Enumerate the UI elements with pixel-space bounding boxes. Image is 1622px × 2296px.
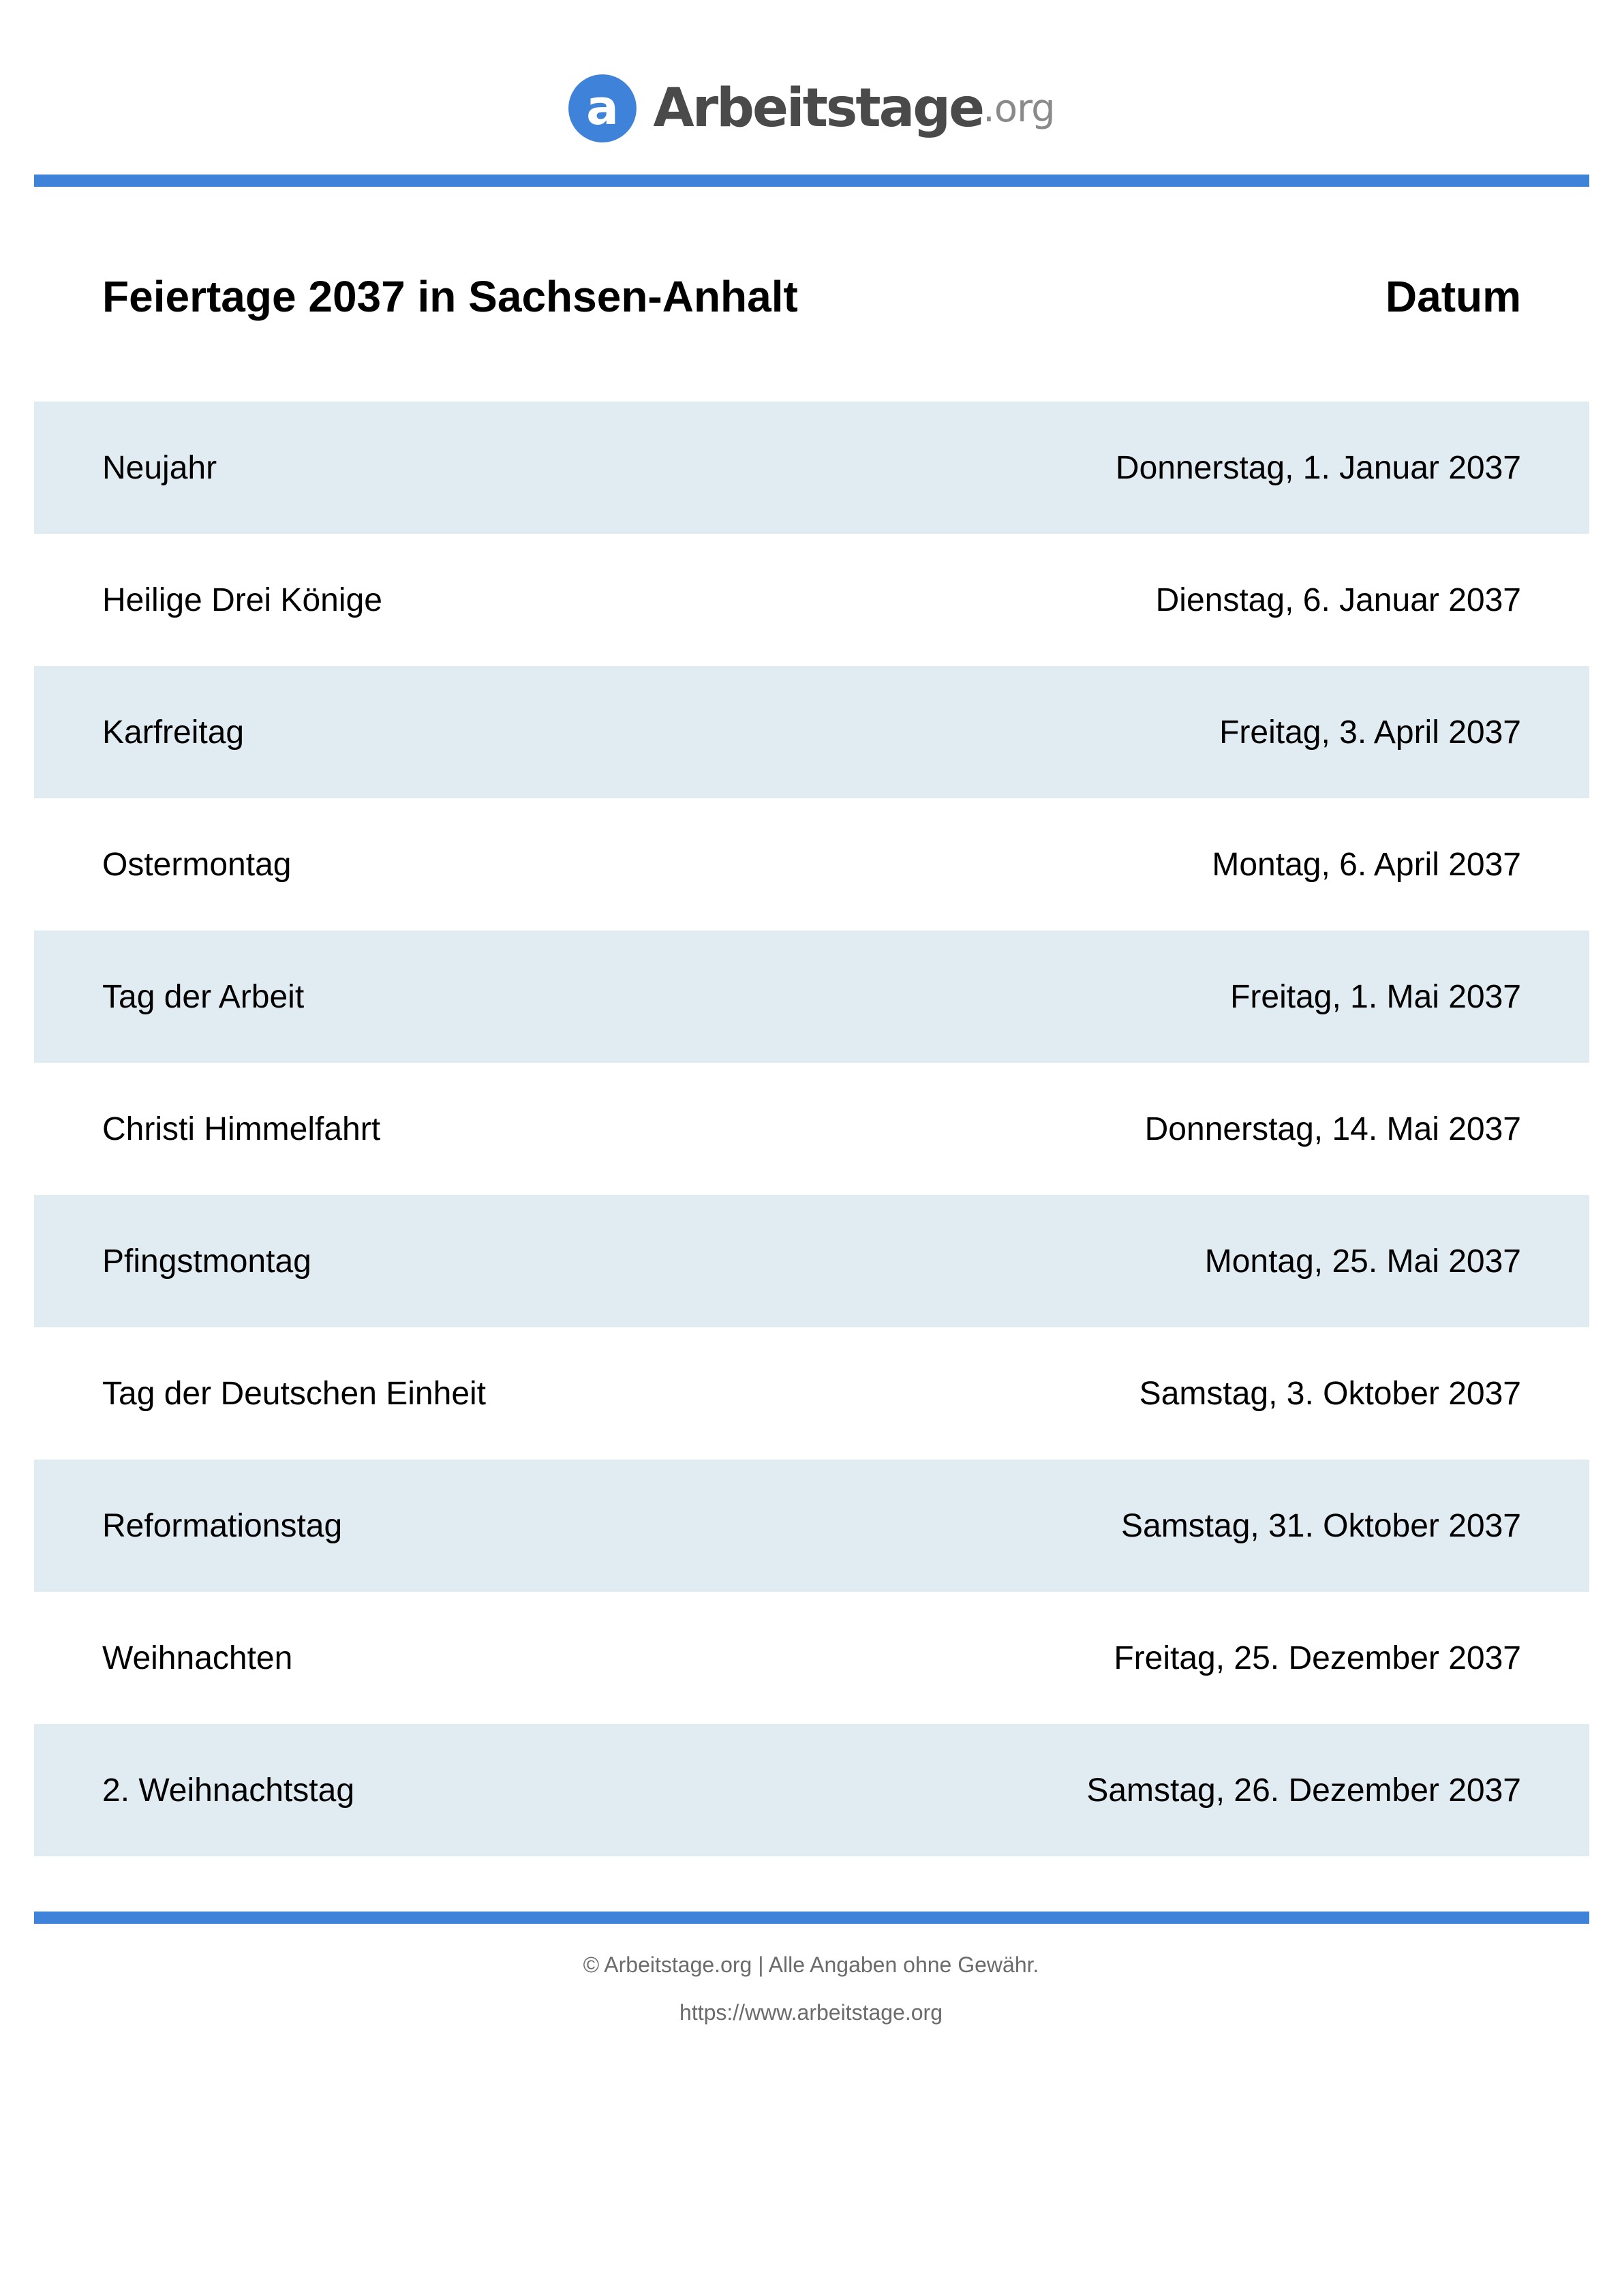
holiday-date: Freitag, 3. April 2037 bbox=[1219, 714, 1521, 751]
table-row bbox=[34, 1592, 1589, 1724]
holiday-name: Weihnachten bbox=[102, 1640, 293, 1676]
table-row bbox=[34, 798, 1589, 931]
table-row bbox=[34, 534, 1589, 666]
logo-name: Arbeitstage bbox=[653, 78, 983, 139]
holiday-name: Pfingstmontag bbox=[102, 1243, 311, 1280]
holiday-name: Heilige Drei Könige bbox=[102, 581, 382, 618]
holiday-date: Montag, 6. April 2037 bbox=[1212, 846, 1521, 883]
holiday-date: Donnerstag, 1. Januar 2037 bbox=[1115, 449, 1521, 486]
footer-copyright: © Arbeitstage.org | Alle Angaben ohne Gewähr. bbox=[583, 1952, 1039, 1977]
table-row bbox=[34, 1327, 1589, 1460]
table-row bbox=[34, 402, 1589, 534]
holiday-name: Christi Himmelfahrt bbox=[102, 1111, 381, 1147]
holiday-date: Montag, 25. Mai 2037 bbox=[1204, 1243, 1521, 1280]
holiday-date: Samstag, 3. Oktober 2037 bbox=[1139, 1375, 1521, 1412]
holiday-name: Tag der Arbeit bbox=[102, 978, 305, 1015]
table-row bbox=[34, 1063, 1589, 1195]
holiday-name: Neujahr bbox=[102, 449, 217, 486]
holiday-date: Samstag, 26. Dezember 2037 bbox=[1086, 1772, 1521, 1809]
holiday-name: Karfreitag bbox=[102, 714, 245, 751]
table-row bbox=[34, 931, 1589, 1063]
top-divider bbox=[34, 175, 1589, 187]
site-logo[interactable] bbox=[0, 71, 1622, 146]
table-row bbox=[34, 666, 1589, 798]
footer-url-link[interactable]: https://www.arbeitstage.org bbox=[679, 2000, 943, 2025]
logo-tld: .org bbox=[983, 86, 1055, 131]
table-row bbox=[34, 1460, 1589, 1592]
holiday-date: Freitag, 25. Dezember 2037 bbox=[1114, 1640, 1521, 1676]
svg-text:a: a bbox=[586, 78, 619, 136]
holiday-name: Reformationstag bbox=[102, 1507, 343, 1544]
holiday-date: Samstag, 31. Oktober 2037 bbox=[1120, 1507, 1521, 1544]
holiday-name: Ostermontag bbox=[102, 846, 292, 883]
table-row bbox=[34, 1195, 1589, 1327]
holiday-date: Donnerstag, 14. Mai 2037 bbox=[1144, 1111, 1521, 1147]
table-row bbox=[34, 1724, 1589, 1856]
holiday-date: Freitag, 1. Mai 2037 bbox=[1230, 978, 1521, 1015]
holiday-name: Tag der Deutschen Einheit bbox=[102, 1375, 487, 1412]
holiday-date: Dienstag, 6. Januar 2037 bbox=[1155, 581, 1521, 618]
holiday-table bbox=[34, 402, 1589, 1856]
page-title: Feiertage 2037 in Sachsen-Anhalt bbox=[102, 272, 798, 321]
holiday-name: 2. Weihnachtstag bbox=[102, 1772, 355, 1809]
bottom-divider bbox=[34, 1912, 1589, 1924]
at-sign-icon bbox=[567, 73, 638, 144]
table-header bbox=[102, 259, 1521, 334]
date-column-header: Datum bbox=[1385, 272, 1521, 321]
